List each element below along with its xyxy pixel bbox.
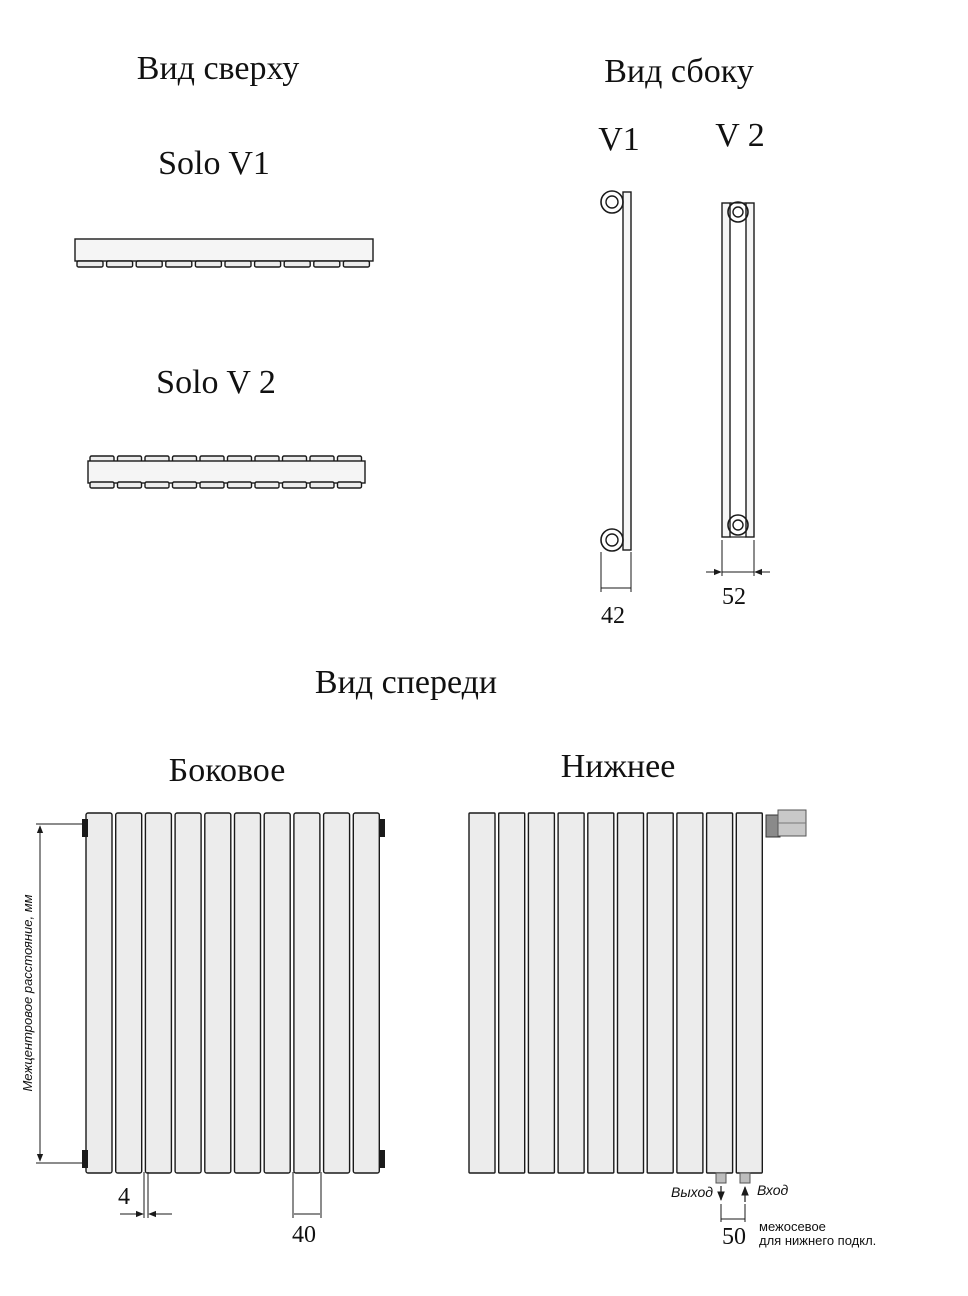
top-v2-fin-back (200, 482, 224, 488)
connection-note-line2: для нижнего подкл. (759, 1233, 877, 1248)
top-v1-fin (314, 261, 340, 267)
section-width-dimension: 40 (292, 1222, 316, 1248)
side-radiator-section (86, 813, 112, 1173)
connection-note-line1: межосевое (759, 1219, 826, 1234)
top-v1-fin (107, 261, 133, 267)
bottom-radiator-section (677, 813, 703, 1173)
side-view-v1-label: V1 (598, 121, 640, 158)
side-radiator-section (116, 813, 142, 1173)
side-radiator-section (264, 813, 290, 1173)
side-radiator-section (205, 813, 231, 1173)
top-v1-fin (343, 261, 369, 267)
bottom-radiator-section (499, 813, 525, 1173)
side-radiator-section (294, 813, 320, 1173)
side-view-v1-drawing (601, 191, 631, 592)
top-view-v1-label: Solo V1 (158, 145, 270, 182)
bottom-radiator-section (558, 813, 584, 1173)
side-view-title: Вид сбоку (604, 53, 754, 90)
side-view-v2-depth: 52 (722, 584, 746, 610)
top-v1-fin (77, 261, 103, 267)
top-v2-fin-back (228, 482, 252, 488)
connection-spacing-dimension: 50 (722, 1224, 746, 1250)
air-vent-icon (766, 810, 806, 837)
top-v2-fin-back (90, 482, 114, 488)
top-view-title: Вид сверху (136, 50, 300, 87)
side-radiator-section (353, 813, 379, 1173)
bottom-radiator-section (528, 813, 554, 1173)
bottom-radiator-section (588, 813, 614, 1173)
side-radiator-section (175, 813, 201, 1173)
top-view-v2-drawing (88, 456, 365, 488)
top-v2-fin-back (145, 482, 169, 488)
front-view-title: Вид спереди (314, 664, 498, 701)
top-view-v2-label: Solo V 2 (156, 364, 276, 401)
side-radiator-section (324, 813, 350, 1173)
center-distance-label: Межцентровое расстояние, мм (20, 894, 35, 1092)
top-v1-fin (195, 261, 221, 267)
top-v1-fin (166, 261, 192, 267)
top-v1-fin (255, 261, 281, 267)
top-v2-fin-back (173, 482, 197, 488)
side-radiator-section (145, 813, 171, 1173)
side-radiator-section (235, 813, 261, 1173)
bottom-radiator-section (707, 813, 733, 1173)
top-view-v1-drawing (75, 239, 373, 267)
bottom-radiator-section (647, 813, 673, 1173)
bottom-radiator-section (618, 813, 644, 1173)
gap-dimension: 4 (118, 1184, 130, 1210)
front-view-side-label: Боковое (168, 752, 286, 789)
outlet-label: Выход (670, 1184, 713, 1200)
bottom-radiator-section (736, 813, 762, 1173)
top-v1-fin (225, 261, 251, 267)
front-view-side-radiator (36, 813, 385, 1218)
side-view-v2-label: V 2 (715, 117, 765, 154)
side-view-v2-drawing (706, 202, 770, 576)
top-v2-fin-back (310, 482, 334, 488)
bottom-radiator-section (469, 813, 495, 1173)
front-view-bottom-radiator (469, 810, 806, 1222)
side-view-v1-depth: 42 (601, 603, 625, 629)
top-v2-fin-back (338, 482, 362, 488)
top-v2-fin-back (283, 482, 307, 488)
top-v1-fin (284, 261, 310, 267)
inlet-label: Вход (757, 1182, 789, 1198)
top-v1-fin (136, 261, 162, 267)
front-view-bottom-label: Нижнее (560, 748, 676, 785)
top-v2-fin-back (255, 482, 279, 488)
top-v2-fin-back (118, 482, 142, 488)
